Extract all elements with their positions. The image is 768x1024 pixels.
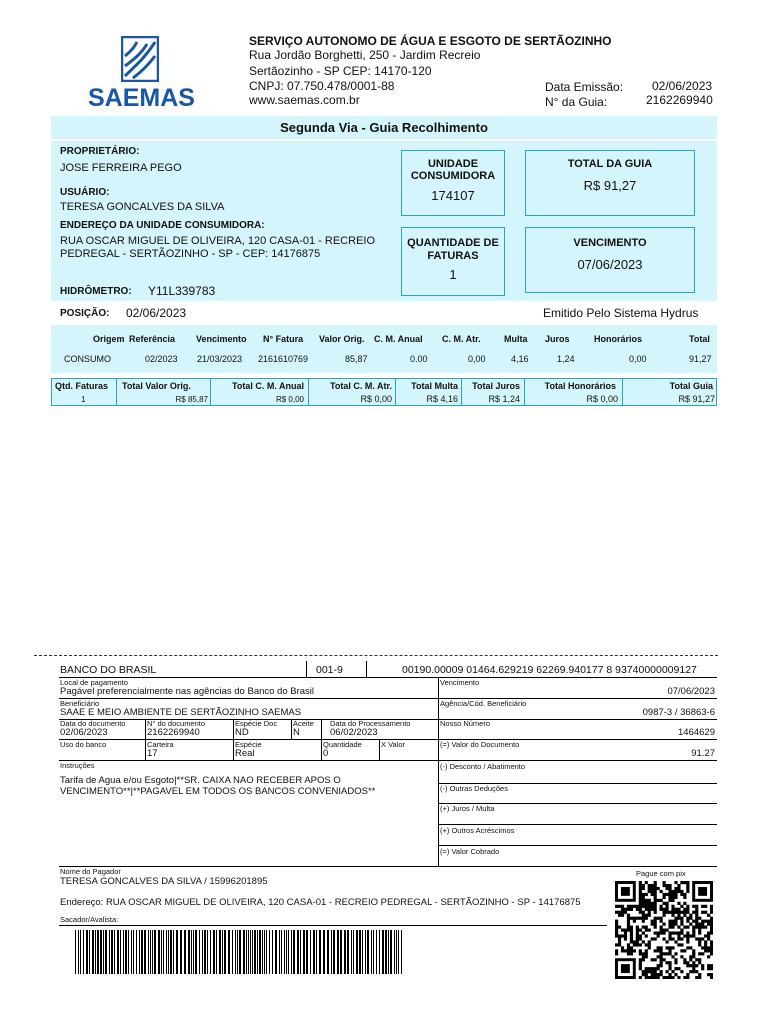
slip-digitable-line: 00190.00009 01464.629219 62269.940177 8 93740000009127 — [402, 664, 697, 676]
payer-address: Endereço: RUA OSCAR MIGUEL DE OLIVEIRA, 120 CASA-01 - RECREIO PEDREGAL - SERTÃOZINHO - SP - 14176875 — [60, 897, 581, 908]
divider — [379, 739, 380, 760]
row-due: 21/03/2023 — [197, 354, 243, 364]
accept-value: N — [293, 727, 300, 738]
slip-bank: BANCO DO BRASIL — [60, 664, 157, 676]
quantity-value: 0 — [323, 748, 329, 759]
charged-label: (=) Valor Cobrado — [440, 847, 500, 856]
col-origin: Origem — [93, 334, 125, 344]
saemas-logo — [88, 36, 194, 112]
doc-date-label: Data do documento — [60, 719, 126, 728]
instructions-label: Instruções — [60, 761, 95, 770]
row-fees: 0,00 — [629, 354, 647, 364]
qty-label-2: FATURAS — [427, 250, 479, 262]
guide-value: 2162269940 — [646, 93, 713, 107]
qty-label-1: QUANTIDADE DE — [407, 237, 499, 249]
org-address: Rua Jordão Borghetti, 250 - Jardim Recreio — [249, 48, 481, 62]
meter-label: HIDRÔMETRO: — [60, 286, 132, 297]
species-value: Real — [235, 748, 255, 759]
address-line-1: RUA OSCAR MIGUEL DE OLIVEIRA, 120 CASA-01 - RECREIO — [60, 235, 376, 247]
divider — [438, 824, 717, 825]
row-origin: CONSUMO — [64, 354, 111, 364]
col-fine: Multa — [504, 334, 528, 344]
total-qty — [51, 378, 117, 406]
total-box — [525, 150, 695, 216]
col-total: Total — [689, 334, 710, 344]
emission-value: 02/06/2023 — [652, 79, 713, 93]
divider — [145, 719, 146, 760]
total-interest-value: R$ 1,24 — [488, 394, 520, 404]
our-num-value: 1464629 — [678, 727, 715, 738]
slip-bank-code: 001-9 — [316, 664, 343, 676]
total-cm-late — [308, 378, 396, 406]
total-cm-late-value: R$ 0,00 — [360, 394, 392, 404]
bank-use-label: Uso do banco — [60, 740, 107, 749]
total-orig-value: R$ 85,87 — [175, 395, 208, 404]
row-orig-value: 85,87 — [345, 354, 368, 364]
payer-label: Nome do Pagador — [60, 867, 121, 876]
process-label: Data do Processamento — [330, 719, 411, 728]
row-cm-annual: 0.00 — [410, 354, 428, 364]
doc-date-value: 02/06/2023 — [60, 727, 108, 738]
saemas-logo-icon — [121, 36, 159, 82]
wallet-label: Carteira — [147, 740, 174, 749]
divider — [438, 677, 439, 867]
total-fine-value: R$ 4,16 — [426, 394, 458, 404]
wallet-value: 17 — [147, 748, 158, 759]
unit-label-1: UNIDADE — [427, 158, 479, 170]
total-fees — [524, 378, 623, 406]
species-label: Espécie — [235, 740, 262, 749]
local-label: Local de pagamento — [60, 678, 128, 687]
x-value-label: X Valor — [381, 740, 406, 749]
col-interest: Juros — [545, 334, 570, 344]
other-additions-label: (+) Outros Acréscimos — [440, 826, 515, 835]
unit-label-2: CONSUMIDORA — [410, 170, 496, 182]
local-value: Pagável preferencialmente nas agências do Banco do Brasil — [60, 686, 315, 697]
divider — [59, 677, 717, 678]
divider — [233, 719, 234, 760]
slip-due-label: Vencimento — [440, 678, 480, 687]
qty-box — [401, 227, 505, 296]
row-fine: 4,16 — [511, 354, 529, 364]
position-label: POSIÇÃO: — [60, 308, 110, 319]
address-label: ENDEREÇO DA UNIDADE CONSUMIDORA: — [60, 220, 265, 231]
guide-label: N° da Guia: — [545, 95, 608, 109]
pix-qr-code — [615, 881, 713, 979]
interest-label: (+) Juros / Multa — [440, 804, 495, 813]
total-fees-value: R$ 0,00 — [586, 394, 618, 404]
user-label: USUÁRIO: — [60, 187, 110, 198]
doc-value-label: (=) Valor do Documento — [440, 740, 520, 749]
process-value: 06/02/2023 — [330, 727, 378, 738]
total-qty-label: Qtd. Faturas — [55, 381, 109, 391]
col-fees: Honorários — [594, 334, 643, 344]
total-cm-late-label: Total C. M. Atr. — [330, 381, 392, 391]
divider — [306, 661, 307, 678]
total-fees-label: Total Honorários — [544, 381, 616, 391]
total-cm-annual-label: Total C. M. Anual — [232, 381, 304, 391]
divider — [59, 925, 607, 926]
org-name: SERVIÇO AUTONOMO DE ÁGUA E ESGOTO DE SERTÃOZINHO — [249, 34, 612, 48]
our-num-label: Nosso Número — [440, 719, 491, 728]
guarantor-label: Sacador/Avalista: — [60, 915, 119, 924]
total-guide-value: R$ 91,27 — [678, 394, 715, 404]
doc-value: 91.27 — [691, 748, 715, 759]
doc-num-value: 2162269940 — [147, 727, 200, 738]
due-label: VENCIMENTO — [573, 237, 647, 249]
org-city: Sertãozinho - SP CEP: 14170-120 — [249, 64, 432, 78]
total-cm-annual-value: R$ 0,00 — [275, 395, 304, 404]
slip-due-value: 07/06/2023 — [667, 686, 715, 697]
doc-num-label: N° do documento — [147, 719, 206, 728]
owner-label: PROPRIETÁRIO: — [60, 146, 140, 157]
accept-label: Aceite — [293, 719, 314, 728]
unit-box — [401, 150, 505, 216]
col-orig-value: Valor Orig. — [319, 334, 365, 344]
row-cm-late: 0,00 — [468, 354, 486, 364]
barcode — [75, 930, 405, 974]
total-qty-value: 1 — [81, 395, 86, 404]
divider — [59, 698, 717, 699]
total-cm-annual — [210, 378, 309, 406]
owner-value: JOSE FERREIRA PEGO — [60, 162, 182, 174]
divider — [291, 719, 292, 739]
logo-text: SAEMAS — [88, 84, 195, 112]
row-reference: 02/2023 — [145, 354, 178, 364]
invoice-table — [51, 325, 717, 373]
col-cm-late: C. M. Atr. — [442, 334, 481, 344]
beneficiary-value: SAAE E MEIO AMBIENTE DE SERTÃOZINHO SAEMAS — [60, 707, 302, 718]
user-value: TERESA GONCALVES DA SILVA — [60, 201, 225, 213]
title-bar — [51, 116, 717, 139]
position-value: 02/06/2023 — [126, 306, 187, 320]
due-box — [525, 227, 695, 293]
quantity-label: Quantidade — [323, 740, 362, 749]
doc-kind-value: ND — [235, 727, 249, 738]
row-invoice: 2161610769 — [258, 354, 309, 364]
row-interest: 1,24 — [557, 354, 575, 364]
divider — [321, 719, 322, 760]
doc-kind-label: Espécie Doc — [235, 719, 278, 728]
divider — [438, 845, 717, 846]
col-cm-annual: C. M. Anual — [374, 334, 423, 344]
address-line-2: PEDREGAL - SERTÃOZINHO - SP - CEP: 14176875 — [60, 248, 321, 260]
pix-label: Pague com pix — [636, 869, 686, 878]
total-interest-label: Total Juros — [472, 381, 520, 391]
agency-value: 0987-3 / 36863-6 — [642, 707, 715, 718]
divider — [366, 661, 367, 678]
meter-value: Y11L339783 — [148, 284, 216, 298]
row-total: 91,27 — [689, 354, 712, 364]
qty-value: 1 — [449, 267, 457, 282]
total-orig-label: Total Valor Orig. — [122, 381, 191, 391]
system-note: Emitido Pelo Sistema Hydrus — [543, 306, 699, 320]
unit-value: 174107 — [431, 188, 475, 203]
total-orig — [116, 378, 211, 406]
due-value: 07/06/2023 — [577, 257, 643, 272]
org-site: www.saemas.com.br — [249, 93, 360, 107]
discount-label: (-) Desconto / Abatimento — [440, 762, 526, 771]
divider — [59, 760, 717, 761]
total-fine-label: Total Multa — [411, 381, 458, 391]
total-label: TOTAL DA GUIA — [567, 158, 653, 170]
org-cnpj: CNPJ: 07.750.478/0001-88 — [249, 79, 395, 93]
payer-value: TERESA GONCALVES DA SILVA / 15996201895 — [60, 876, 268, 887]
beneficiary-label: Beneficiário — [60, 699, 100, 708]
col-invoice: N° Fatura — [263, 334, 304, 344]
instructions-line-2: VENCIMENTO**|**PAGAVEL EM TODOS OS BANCOS CONVENIADOS** — [60, 786, 376, 797]
cut-line — [34, 655, 718, 656]
col-due: Vencimento — [196, 334, 247, 344]
total-guide — [622, 378, 717, 406]
total-guide-label: Total Guia — [669, 381, 713, 391]
total-fine — [395, 378, 462, 406]
page-title: Segunda Via - Guia Recolhimento — [280, 120, 488, 135]
total-value: R$ 91,27 — [583, 178, 637, 193]
agency-label: Agência/Cód. Beneficiário — [440, 699, 527, 708]
instructions-line-1: Tarifa de Agua e/ou Esgoto|**SR. CAIXA NAO RECEBER APOS O — [60, 775, 341, 786]
other-deductions-label: (-) Outras Deduções — [440, 784, 508, 793]
emission-label: Data Emissão: — [545, 80, 624, 94]
total-interest — [461, 378, 525, 406]
col-reference: Referência — [129, 334, 176, 344]
divider — [59, 866, 717, 867]
